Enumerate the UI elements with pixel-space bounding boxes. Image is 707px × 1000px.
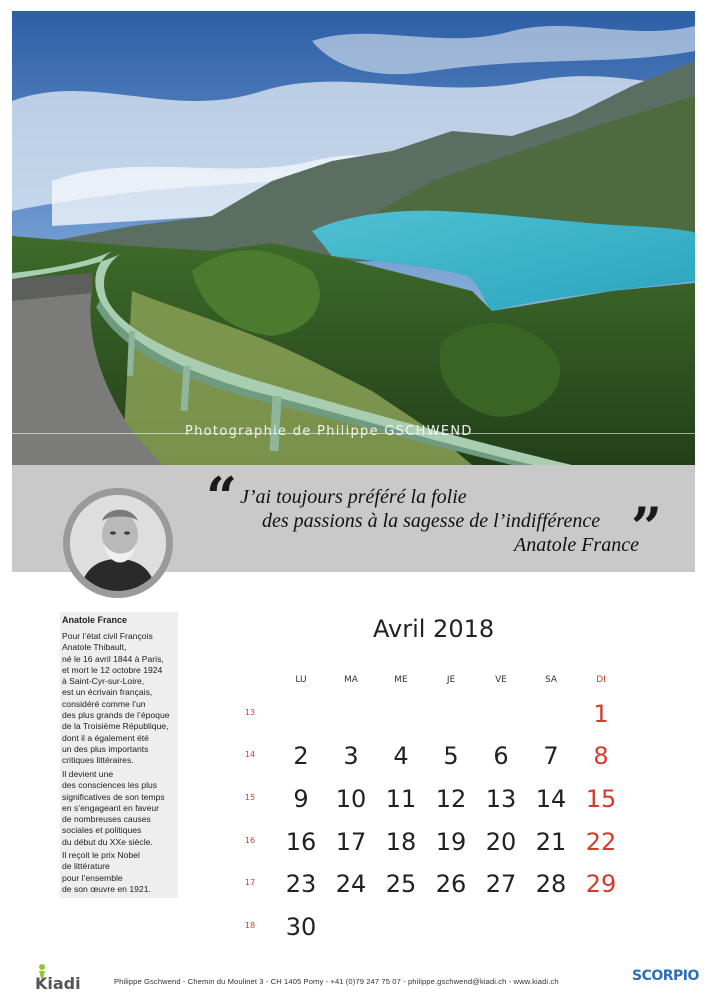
calendar-day: 22 <box>585 828 617 856</box>
bio-line: du début du XXe siècle. <box>62 836 153 847</box>
bio-line: de nombreuses causes <box>62 814 151 825</box>
bio-line: significatives de son temps <box>62 791 165 802</box>
calendar-day: 19 <box>435 828 467 856</box>
bio-line: en s’engageant en faveur <box>62 802 159 813</box>
calendar-day: 20 <box>485 828 517 856</box>
calendar-day: 11 <box>385 785 417 813</box>
calendar-day: 17 <box>335 828 367 856</box>
bio-line: est un écrivain français, <box>62 687 153 698</box>
calendar-day: 12 <box>435 785 467 813</box>
day-header: DI <box>596 675 606 685</box>
calendar-day: 15 <box>585 785 617 813</box>
bio-line: des consciences les plus <box>62 780 158 791</box>
bio-name: Anatole France <box>62 615 128 625</box>
week-number: 18 <box>244 921 256 930</box>
landscape-photo <box>12 11 695 465</box>
bio-line: de la Troisième République, <box>62 721 169 732</box>
calendar-day: 14 <box>535 785 567 813</box>
calendar-day: 30 <box>285 913 317 941</box>
bio-line: dont il a également été <box>62 732 149 743</box>
quote-author: Anatole France <box>514 534 639 556</box>
photo-credit: Photographie de Philippe GSCHWEND <box>185 424 473 439</box>
calendar-day: 4 <box>393 742 409 770</box>
day-header: ME <box>394 675 408 685</box>
week-number: 17 <box>244 878 256 887</box>
calendar-day: 5 <box>443 742 459 770</box>
calendar-day: 16 <box>285 828 317 856</box>
close-quote-mark: ” <box>631 495 663 559</box>
calendar-title: Avril 2018 <box>373 615 495 643</box>
bio-paragraph-2 <box>62 769 176 848</box>
kiadi-logo <box>33 962 88 992</box>
bio-line: un des plus importants <box>62 743 149 754</box>
author-bio <box>60 612 178 898</box>
bio-line: à Saint-Cyr-sur-Loire, <box>62 676 145 687</box>
calendar-day: 13 <box>485 785 517 813</box>
bio-paragraph-3 <box>62 850 176 895</box>
scorpio-logo: SCORPIO <box>632 968 699 984</box>
bio-line: pour l’ensemble <box>62 872 123 883</box>
bio-line: sociales et politiques <box>62 825 142 836</box>
author-portrait <box>70 495 166 591</box>
calendar-day: 2 <box>293 742 309 770</box>
open-quote-mark: “ <box>206 465 238 529</box>
week-number: 14 <box>244 750 256 759</box>
week-number: 13 <box>244 708 256 717</box>
calendar-day: 27 <box>485 870 517 898</box>
calendar-day: 24 <box>335 870 367 898</box>
day-header: VE <box>495 675 507 685</box>
calendar-day: 21 <box>535 828 567 856</box>
calendar-day: 1 <box>593 700 609 728</box>
bio-line: et mort le 12 octobre 1924 <box>62 664 163 675</box>
week-number: 15 <box>244 793 256 802</box>
calendar-day: 6 <box>493 742 509 770</box>
bio-line: Anatole Thibault, <box>62 642 127 653</box>
bio-line: Pour l’état civil François <box>62 631 153 641</box>
calendar-day: 10 <box>335 785 367 813</box>
bio-line: Il reçoit le prix Nobel <box>62 850 140 860</box>
bio-line: Il devient une <box>62 769 114 779</box>
quote-line-1: J’ai toujours préféré la folie <box>240 486 467 508</box>
calendar-day: 18 <box>385 828 417 856</box>
day-header: SA <box>544 675 558 685</box>
day-header: JE <box>446 675 456 685</box>
calendar-day: 3 <box>343 742 359 770</box>
calendar-day: 28 <box>535 870 567 898</box>
footer-contact: Philippe Gschwend - Chemin du Moulinet 3 - CH 1405 Pomy - +41 (0)79 247 75 07 - philippe.gschwend@kiadi.ch - www.kiadi.ch <box>114 977 559 986</box>
day-header: MA <box>344 675 358 685</box>
calendar-day: 23 <box>285 870 317 898</box>
bio-line: de son œuvre en 1921. <box>62 883 151 894</box>
calendar-day: 25 <box>385 870 417 898</box>
calendar-day: 7 <box>543 742 559 770</box>
bio-line: critiques littéraires. <box>62 755 134 766</box>
bio-paragraph-1 <box>62 631 176 767</box>
bio-line: des plus grands de l’époque <box>62 710 170 721</box>
calendar-day: 8 <box>593 742 609 770</box>
calendar-day: 29 <box>585 870 617 898</box>
bio-line: de littérature <box>62 861 110 872</box>
calendar-day: 26 <box>435 870 467 898</box>
bio-line: considéré comme l’un <box>62 698 146 709</box>
quote-line-2: des passions à la sagesse de l’indifférence <box>262 510 601 532</box>
week-number: 16 <box>244 836 256 845</box>
bio-line: né le 16 avril 1844 à Paris, <box>62 653 164 664</box>
day-header: LU <box>295 675 307 685</box>
kiadi-logo-text: Kiadi <box>35 974 81 992</box>
calendar-day: 9 <box>293 785 309 813</box>
